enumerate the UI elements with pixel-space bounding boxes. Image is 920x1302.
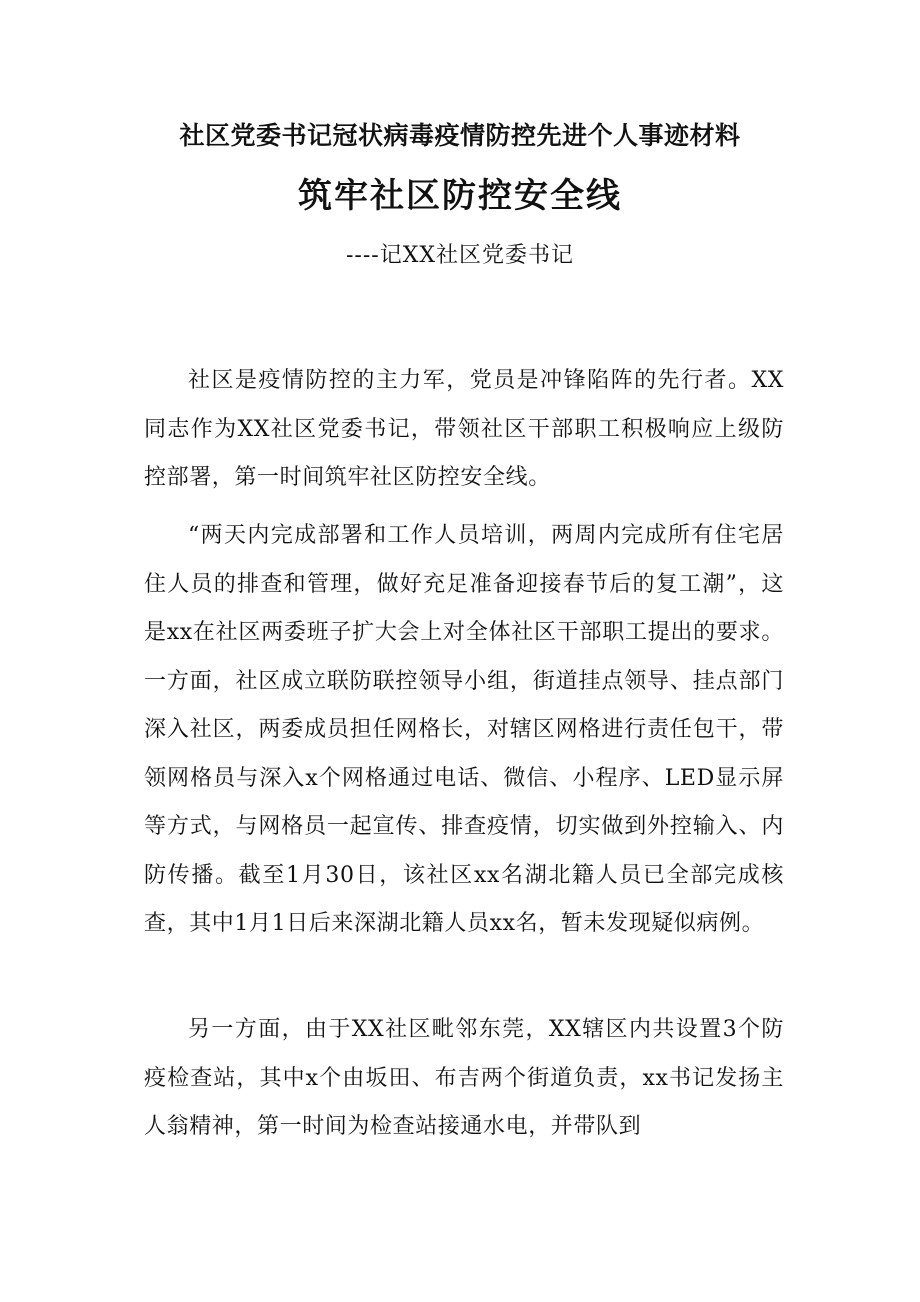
paragraph-text: “两天内完成部署和工作人员培训，两周内完成所有住宅居住人员的排查和管理，做好充足准备迎接春节后的复工潮”，这是xx在社区两委班子扩大会上对全体社区干部职工提出的要求。一方面，社区成立联防联控领导小组，街道挂点领导、挂点部门深入社区，两委成员担任网格长，对辖区网格进行责任包干，带领网格员与深入x个网格通过电话、微信、小程序、LED显示屏等方式，与网格员一起宣传、排查疫情，切实做到外控输入、内防传播。截至1月30日，该社区xx名湖北籍人员已全部完成核查，其中1月1日后来深湖北籍人员xx名，暂未发现疑似病例。 bbox=[144, 523, 784, 936]
document-headline: 筑牢社区防控安全线 bbox=[298, 176, 622, 216]
body-paragraph-3 bbox=[144, 1006, 784, 1152]
document-subtitle: ----记XX社区党委书记 bbox=[345, 243, 575, 268]
paragraph-text: 另一方面，由于XX社区毗邻东莞，XX辖区内共设置3个防疫检查站，其中x个由坂田、布吉两个街道负责，xx书记发扬主人翁精神，第一时间为检查站接通水电，并带队到 bbox=[144, 1017, 784, 1139]
document-title: 社区党委书记冠状病毒疫情防控先进个人事迹材料 bbox=[179, 121, 741, 150]
paragraph-text: 社区是疫情防控的主力军，党员是冲锋陷阵的先行者。XX同志作为XX社区党委书记，带领社区干部职工积极响应上级防控部署，第一时间筑牢社区防控安全线。 bbox=[144, 368, 784, 490]
body-paragraph-2 bbox=[144, 512, 784, 949]
body-paragraph-1 bbox=[144, 357, 784, 503]
